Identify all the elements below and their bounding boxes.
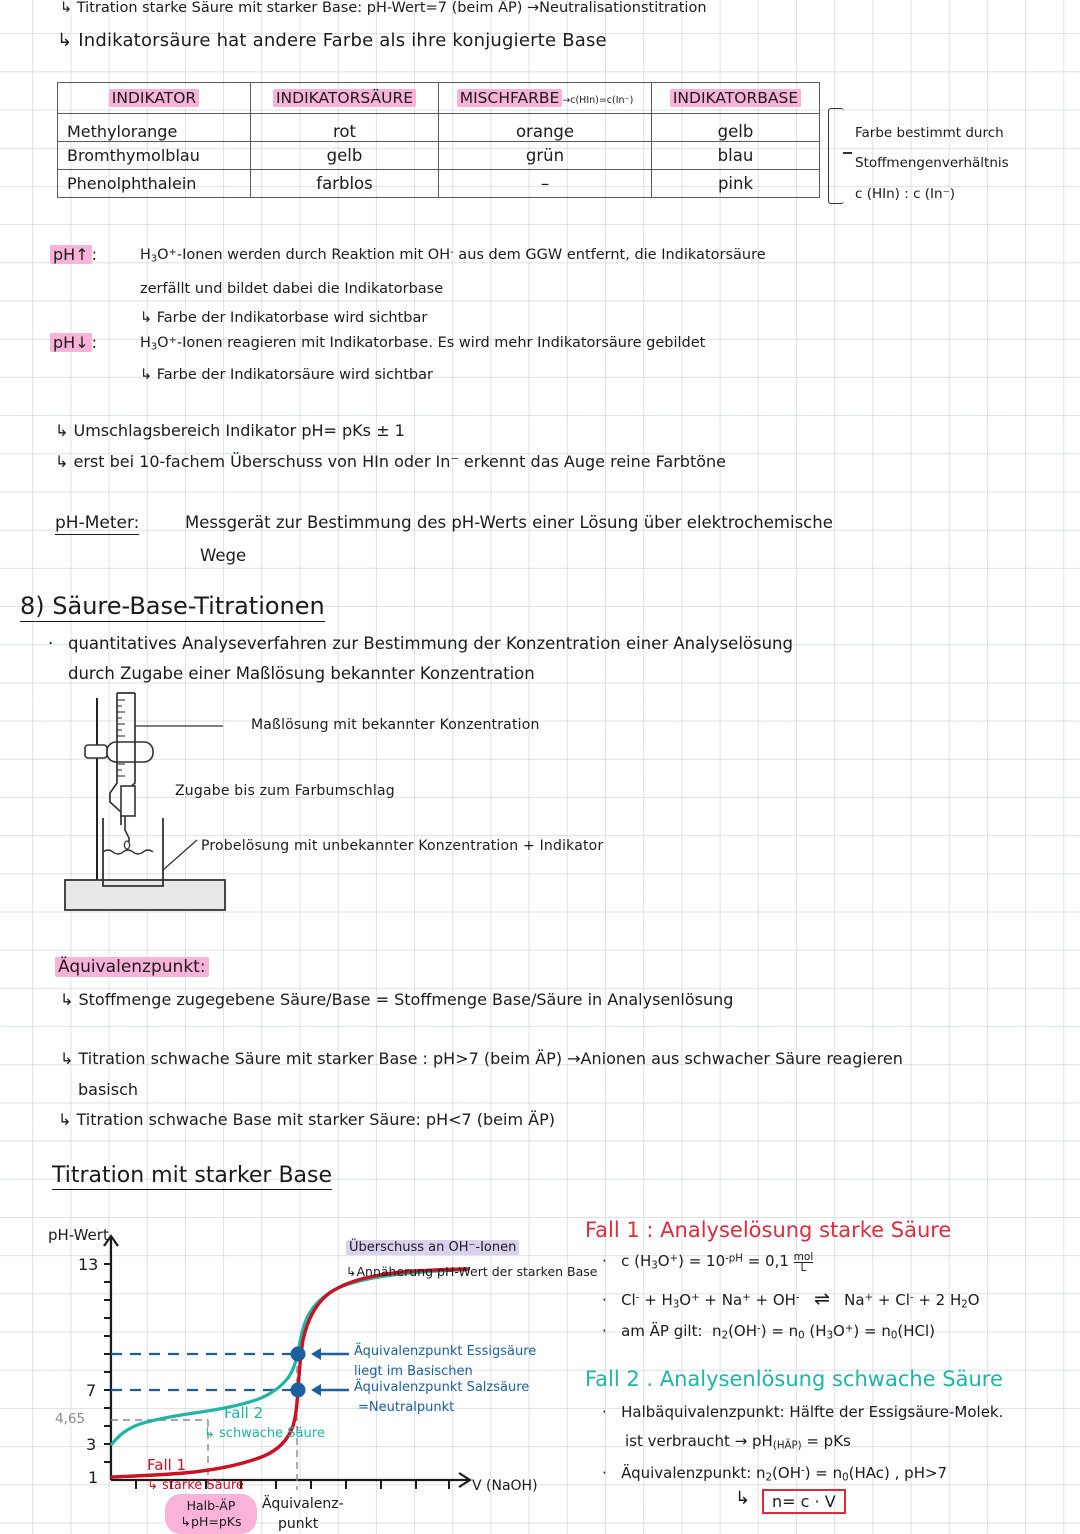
equilibrium-arrow-icon: ⇌ [813, 1288, 830, 1310]
aequivalenzpunkt-title: Äquivalenzpunkt: [55, 957, 209, 977]
cell-base-color: blau [652, 142, 820, 170]
cell-mixed-color: grün [439, 142, 652, 170]
ytick-label-465: 4,65 [55, 1411, 86, 1427]
cell-mixed-color: orange [439, 114, 652, 142]
ytick-label-7: 7 [86, 1381, 97, 1400]
indicator-table [57, 82, 820, 198]
titration-apparatus-diagram [55, 690, 795, 940]
series-sublabel-fall2: ↳ schwache Säure [204, 1426, 325, 1441]
th-indikator-label: INDIKATOR [109, 89, 199, 107]
th-indikatorbase-label: INDIKATORBASE [670, 89, 801, 107]
cell-acid-color: rot [251, 114, 439, 142]
ytick-label-1: 1 [88, 1468, 99, 1487]
clamp-body-icon [107, 742, 153, 762]
fall2-formula-box [762, 1489, 846, 1514]
ph-up-label-wrap [50, 245, 97, 264]
th-mischfarbe-sub: →c(HIn)=c(In⁻) [562, 95, 634, 106]
bullet-dot: · [602, 1322, 607, 1340]
arrowhead-essigsaeure-icon [311, 1348, 321, 1360]
clamp-grip-icon [85, 745, 107, 758]
y-axis-title: pH-Wert [48, 1226, 109, 1244]
aeq-line-3: ↳ Titration schwache Säure mit starker Base : pH>7 (beim ÄP) →Anionen aus schwacher Säure reagieren [60, 1049, 903, 1068]
unit-mol-per-l: mol L [793, 1251, 814, 1274]
table-header-row [58, 83, 820, 114]
fall2-formula: n= c · V [762, 1489, 846, 1514]
cell-indicator: Phenolphthalein [58, 170, 251, 198]
annotation-overflow-highlight [346, 1240, 519, 1255]
burette-scale-icon [117, 700, 125, 776]
bullet-dot: · [602, 1291, 607, 1309]
marker-label-salzsaeure-2: =Neutralpunkt [358, 1400, 455, 1415]
section-8-bullet-dot: · [48, 634, 54, 653]
ytick-label-3: 3 [86, 1435, 97, 1454]
fall2-formula-arrow: ↳ [735, 1488, 751, 1509]
th-indikatorbase [652, 83, 820, 114]
annotation-half-equivalence-point [165, 1494, 257, 1534]
fall1-heading: Fall 1 : Analyselösung starke Säure [585, 1218, 952, 1242]
ph-meter-line-1: Messgerät zur Bestimmung des pH-Werts einer Lösung über elektrochemische [185, 513, 833, 532]
marker-label-essigsaeure: Äquivalenzpunkt Essigsäure [354, 1344, 537, 1359]
half-ap-line-1: Halb-ÄP [186, 1498, 236, 1513]
th-indikator [58, 83, 251, 114]
series-label-fall1: Fall 1 [147, 1456, 187, 1474]
ph-up-label: pH↑ [50, 245, 92, 264]
fall1-bullet-1: · c $(H_3O^+) = 10^{-pH} = 0,1$ mol L [602, 1251, 814, 1274]
fall2-bullet-1-line-1 [602, 1403, 1003, 1421]
table-row [58, 114, 820, 142]
cell-acid-color: farblos [251, 170, 439, 198]
annotation-equivalence-point-line-1: Äquivalenz- [262, 1496, 344, 1512]
annotation-overflow-label: Überschuss an OH⁻-Ionen [346, 1240, 519, 1255]
leader-line-beaker [163, 840, 197, 870]
th-mischfarbe [439, 83, 652, 114]
ph-up-colon: : [91, 245, 97, 264]
aeq-line-4: basisch [78, 1080, 139, 1099]
stand-base-icon [65, 880, 225, 910]
cell-base-color: gelb [652, 114, 820, 142]
bullet-dot: · [602, 1252, 607, 1270]
table-row [58, 142, 820, 170]
cell-base-color: pink [652, 170, 820, 198]
bullet-dot: · [602, 1403, 607, 1421]
half-ap-line-2: ↳pH=pKs [180, 1514, 242, 1529]
cell-indicator: Methylorange [58, 114, 251, 142]
apparatus-label-burette: Maßlösung mit bekannter Konzentration [251, 717, 540, 733]
section-8-bullet-line-1: quantitatives Analyseverfahren zur Bestimmung der Konzentration einer Analyselösung [68, 634, 793, 653]
x-axis-title: V (NaOH) [472, 1478, 538, 1494]
stopcock-icon [121, 786, 135, 816]
ph-up-line-2: zerfällt und bildet dabei die Indikatorbase [140, 281, 444, 297]
umschlag-line-1: ↳ Umschlagsbereich Indikator pH= pKs ± 1 [55, 421, 405, 440]
section-8-heading: 8) Säure-Base-Titrationen [20, 592, 325, 620]
fall1-bullet-2: · $Cl^- + H_3O^+ + Na^+ + OH^-$ ⇌ Na+ + Cl- + 2 $H_2O$ [602, 1288, 980, 1311]
th-indikatorsaeure-label: INDIKATORSÄURE [273, 89, 416, 107]
marker-label-essigsaeure-2: liegt im Basischen [354, 1364, 473, 1379]
aeq-line-5: ↳ Titration schwache Base mit starker Säure: pH<7 (beim ÄP) [58, 1110, 555, 1129]
ph-down-line-2: ↳ Farbe der Indikatorsäure wird sichtbar [140, 367, 433, 383]
burette-tip-icon [125, 816, 129, 842]
aequivalenzpunkt-title-wrap [55, 957, 209, 977]
ph-down-line-1: $H_3O^+$-Ionen reagieren mit Indikatorbase. Es wird mehr Indikatorsäure gebildet [140, 335, 706, 353]
ph-down-label: pH↓ [50, 333, 92, 352]
top-note: ↳ Indikatorsäure hat andere Farbe als ihre konjugierte Base [57, 30, 607, 51]
annotation-equivalence-point-line-2: punkt [278, 1516, 319, 1532]
fall2-heading: Fall 2 . Analysenlösung schwache Säure [585, 1367, 1003, 1391]
section-8-bullet-line-2: durch Zugabe einer Maßlösung bekannter Konzentration [68, 664, 535, 683]
ph-meter-line-2: Wege [200, 546, 247, 565]
apparatus-label-drop: Zugabe bis zum Farbumschlag [175, 783, 395, 799]
marker-label-salzsaeure: Äquivalenzpunkt Salzsäure [354, 1380, 530, 1395]
titration-curve-chart [16, 1226, 598, 1532]
apparatus-label-beaker: Probelösung mit unbekannter Konzentration + Indikator [201, 838, 604, 854]
fall2-bullet-1-line-2: ist verbraucht → $pH_{(HÄP)}$ = pKs [625, 1432, 851, 1452]
th-mischfarbe-label: MISCHFARBE [457, 89, 563, 107]
annotation-overflow-sub: ↳Annäherung pH-Wert der starken Base [346, 1264, 598, 1279]
ph-up-line-3: ↳ Farbe der Indikatorbase wird sichtbar [140, 310, 428, 326]
aeq-line-1: ↳ Stoffmenge zugegebene Säure/Base = Stoffmenge Base/Säure in Analysenlösung [60, 990, 734, 1009]
side-note-line-1: Farbe bestimmt durch [855, 125, 1004, 141]
th-indikatorsaeure [251, 83, 439, 114]
aeq-line-2: ↳ Titration starke Säure mit starker Base: pH-Wert=7 (beim ÄP) →Neutralisationstitration [60, 0, 707, 16]
bullet-dot: · [602, 1464, 607, 1482]
side-note-line-2: Stoffmengenverhältnis [855, 155, 1009, 171]
arrowhead-salzsaeure-icon [311, 1384, 321, 1396]
fall2-bullet-1-text: Halbäquivalenzpunkt: Hälfte der Essigsäure-Molek. [621, 1403, 1004, 1421]
marker-aequivalenzpunkt-essigsaeure [291, 1347, 306, 1362]
graph-heading: Titration mit starker Base [52, 1163, 333, 1188]
table-brace [828, 108, 844, 204]
series-sublabel-fall1: ↳ starke Säure [147, 1478, 244, 1493]
fall2-bullet-2: · Äquivalenzpunkt: $n_2(OH^-) = n_0(HAc)$ , pH>7 [602, 1464, 948, 1484]
droplet-icon [124, 841, 129, 849]
side-note-line-3: c (HIn) : c (In⁻) [855, 186, 955, 202]
ytick-label-13: 13 [78, 1255, 99, 1274]
marker-aequivalenzpunkt-salzsaeure [291, 1383, 306, 1398]
ph-up-line-1: $H_3O^+$-Ionen werden durch Reaktion mit OH- aus dem GGW entfernt, die Indikatorsäure [140, 247, 766, 265]
cell-acid-color: gelb [251, 142, 439, 170]
ph-meter-label: pH-Meter: [55, 513, 140, 533]
ph-down-label-wrap [50, 333, 97, 352]
umschlag-line-2: ↳ erst bei 10-fachem Überschuss von HIn oder In⁻ erkennt das Auge reine Farbtöne [55, 452, 726, 471]
fall1-bullet-3: · am ÄP gilt: $n_2(OH^-) = n_0$ $(H_3O^+) = n_0(HCl)$ [602, 1322, 935, 1342]
cell-indicator: Bromthymolblau [58, 142, 251, 170]
liquid-surface-icon [103, 850, 153, 854]
series-label-fall2: Fall 2 [224, 1404, 264, 1422]
table-row [58, 170, 820, 198]
cell-mixed-color: – [439, 170, 652, 198]
ph-down-colon: : [91, 333, 97, 352]
